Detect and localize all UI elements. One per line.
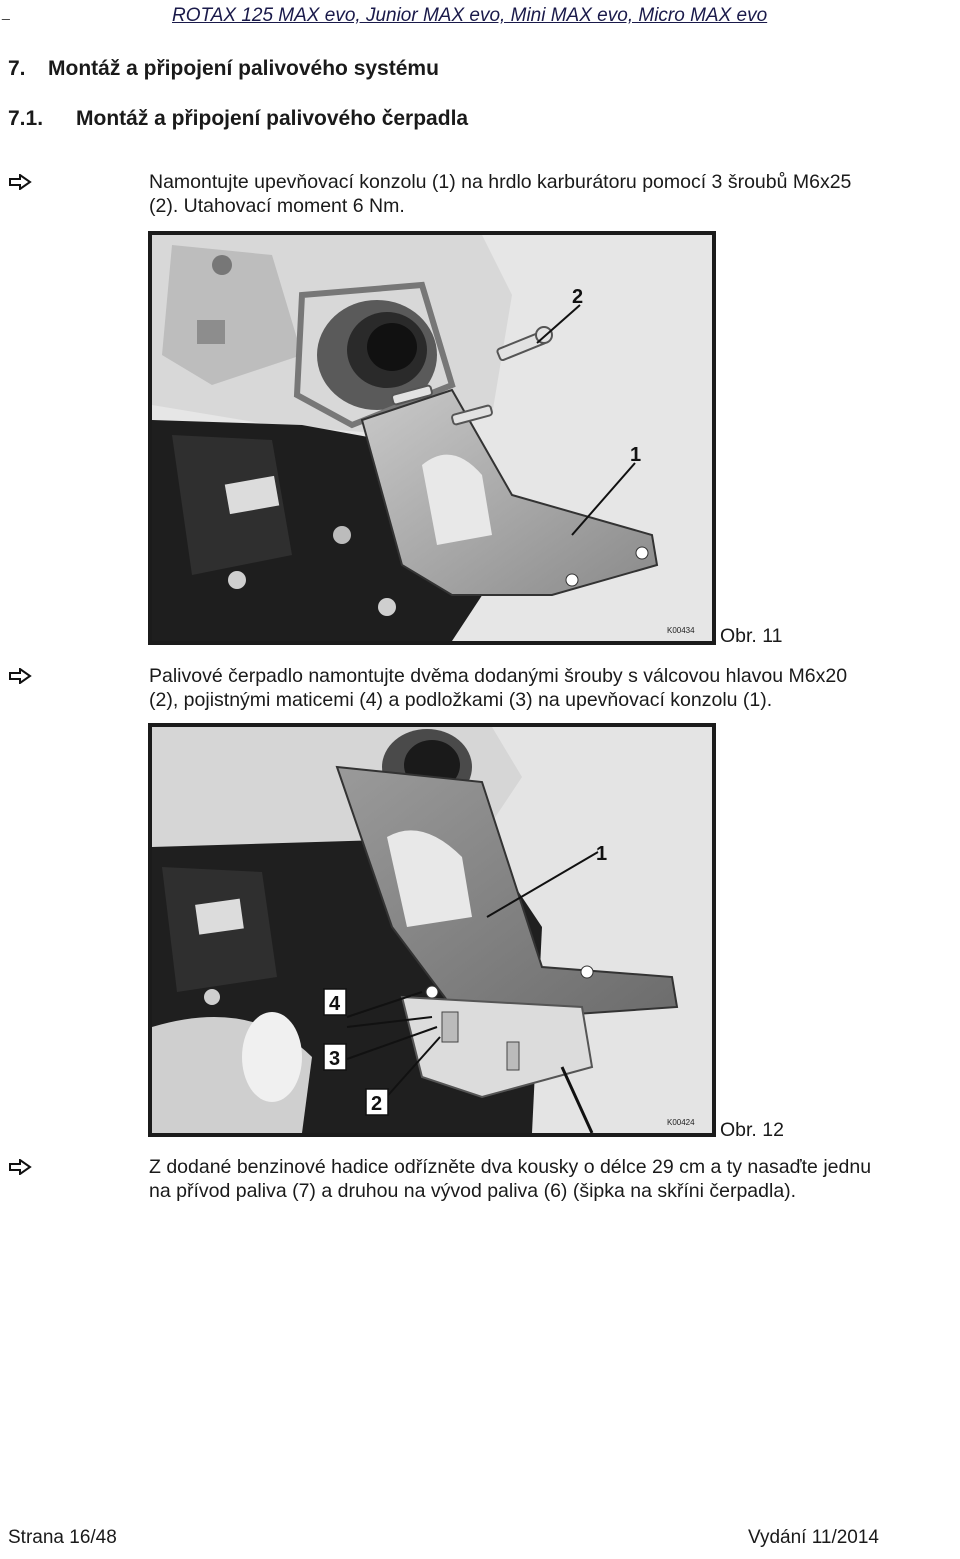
header-mark: _ — [2, 4, 10, 20]
figure-12-callout-1: 1 — [596, 843, 608, 865]
figure-11-callout-2: 2 — [572, 286, 584, 308]
step-1-text — [149, 170, 960, 218]
section-title: Montáž a připojení palivového systému — [48, 57, 439, 80]
step-2-line-2: (2), pojistnými maticemi (4) a podložkami (3) na upevňovací konzolu (1). — [149, 689, 773, 711]
step-3-line-2: na přívod paliva (7) a druhou na vývod paliva (6) (šipka na skříni čerpadla). — [149, 1180, 797, 1202]
step-1-line-2: (2). Utahovací moment 6 Nm. — [149, 195, 405, 217]
figure-12-photo — [148, 723, 716, 1137]
footer-page-number: Strana 16/48 — [8, 1527, 117, 1548]
subsection-title: Montáž a připojení palivového čerpadla — [76, 107, 469, 130]
figure-11-code: K00434 — [667, 626, 695, 635]
step-2-line-1: Palivové čerpadlo namontujte dvěma dodanými šrouby s válcovou hlavou M6x20 — [149, 665, 848, 687]
figure-12-code: K00424 — [667, 1118, 695, 1127]
arrow-right-icon — [8, 668, 32, 684]
footer-edition: Vydání 11/2014 — [748, 1527, 879, 1548]
figure-11-callout-1: 1 — [630, 444, 642, 466]
arrow-right-icon — [8, 174, 32, 190]
figure-12-callout-4: 4 — [329, 993, 341, 1015]
section-number: 7. — [8, 57, 26, 80]
figure-11-caption: Obr. 11 — [720, 625, 783, 647]
subsection-number: 7.1. — [8, 107, 44, 130]
step-3-line-1: Z dodané benzinové hadice odřízněte dva kousky o délce 29 cm a ty nasaďte jednu — [149, 1156, 872, 1178]
figure-12-caption: Obr. 12 — [720, 1119, 784, 1141]
step-2-text — [149, 664, 960, 712]
figure-12-callout-2: 2 — [371, 1093, 383, 1115]
step-3-text — [149, 1155, 960, 1203]
step-1-line-1: Namontujte upevňovací konzolu (1) na hrdlo karburátoru pomocí 3 šroubů M6x25 — [149, 171, 852, 193]
arrow-right-icon — [8, 1159, 32, 1175]
subsection-heading — [8, 107, 468, 131]
section-heading — [8, 57, 439, 81]
document-header-title: ROTAX 125 MAX evo, Junior MAX evo, Mini MAX evo, Micro MAX evo — [172, 5, 768, 26]
figure-11-photo — [148, 231, 716, 645]
figure-12-callout-3: 3 — [329, 1048, 341, 1070]
